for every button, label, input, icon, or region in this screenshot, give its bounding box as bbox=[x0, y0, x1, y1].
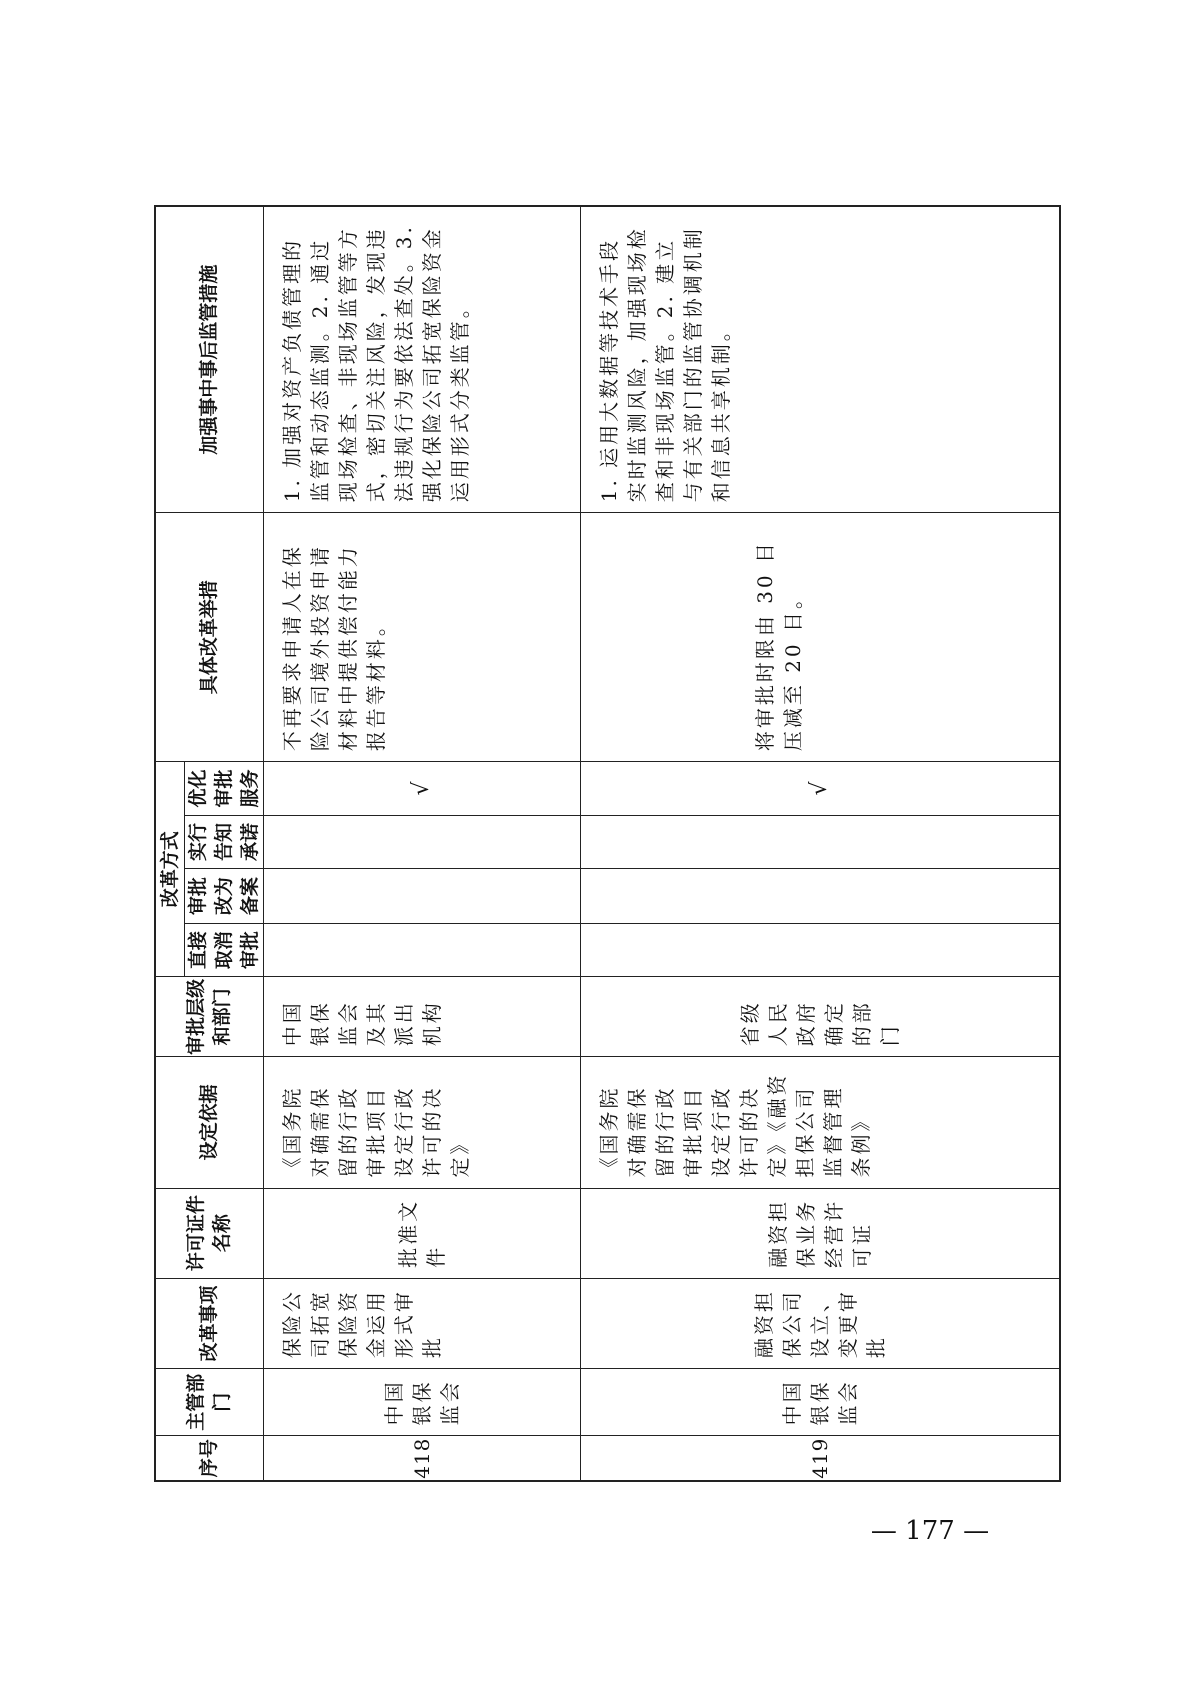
row-measures-text: 不再要求申请人在保险公司境外投资申请材料中提供偿付能力报告等材料。 bbox=[279, 544, 388, 752]
row-supervision-text: 1. 加强对资产负债管理的监管和动态监测。2. 通过现场检查、非现场监管等方式，密切关注风险，发现违法违规行为要依法查处。3. 强化保险公司拓宽保险资金运用形式分类监管。 bbox=[279, 224, 472, 503]
row-dept bbox=[580, 1369, 1060, 1436]
reform-table bbox=[154, 205, 1061, 1482]
header-reform-method: 改革方式 bbox=[155, 762, 184, 977]
row-method-filing bbox=[263, 869, 580, 924]
row-level-text: 省级人民政府确定的部门 bbox=[737, 1000, 902, 1047]
row-seq bbox=[580, 1436, 1060, 1481]
header-supervision: 加强事中事后监管措施 bbox=[155, 206, 263, 513]
row-seq-value: 419 bbox=[807, 1437, 832, 1479]
header-dept: 主管部门 bbox=[155, 1369, 263, 1436]
row-measures bbox=[263, 513, 580, 762]
row-measures bbox=[580, 513, 1060, 762]
row-method-cancel bbox=[580, 923, 1060, 977]
row-item bbox=[580, 1278, 1060, 1368]
header-license: 许可证件名称 bbox=[155, 1188, 263, 1278]
row-supervision-text: 1. 运用大数据等技术手段实时监测风险，加强现场检查和非现场监管。2. 建立与有关部门的监管协调机制和信息共享机制。 bbox=[596, 226, 733, 503]
row-license bbox=[263, 1188, 580, 1278]
row-dept bbox=[263, 1369, 580, 1436]
row-license-text: 融资担保业务经营许可证 bbox=[765, 1198, 874, 1268]
header-seq: 序号 bbox=[155, 1436, 263, 1481]
row-level bbox=[580, 977, 1060, 1057]
row-supervision bbox=[580, 206, 1060, 513]
row-basis-text: 《国务院对确需保留的行政审批项目设定行政许可的决定》 bbox=[279, 1085, 472, 1178]
header-level: 审批层级和部门 bbox=[155, 977, 263, 1057]
row-item-text: 保险公司拓宽保险资金运用形式审批 bbox=[279, 1289, 444, 1359]
header-method-optimize: 优化审批服务 bbox=[184, 762, 263, 816]
row-level bbox=[263, 977, 580, 1057]
row-method-filing bbox=[580, 869, 1060, 924]
header-method-notify: 实行告知承诺 bbox=[184, 815, 263, 869]
table-row bbox=[580, 206, 1060, 1481]
row-seq-value: 418 bbox=[409, 1437, 434, 1479]
row-method-optimize-check: √ bbox=[580, 762, 1060, 816]
row-method-notify bbox=[580, 815, 1060, 869]
row-item bbox=[263, 1278, 580, 1368]
row-basis bbox=[580, 1057, 1060, 1188]
table-row bbox=[263, 206, 580, 1481]
row-item-text: 融资担保公司设立、变更审批 bbox=[751, 1289, 888, 1359]
header-item: 改革事项 bbox=[155, 1278, 263, 1368]
row-method-notify bbox=[263, 815, 580, 869]
row-method-cancel bbox=[263, 923, 580, 977]
row-dept-text: 中国银保监会 bbox=[779, 1379, 860, 1426]
row-license-text: 批准文件 bbox=[395, 1198, 448, 1268]
header-row-1 bbox=[155, 206, 184, 1481]
header-method-filing: 审批改为备案 bbox=[184, 869, 263, 924]
row-dept-text: 中国银保监会 bbox=[381, 1379, 462, 1426]
rotated-table-sheet bbox=[154, 205, 1044, 1482]
row-basis-text: 《国务院对确需保留的行政审批项目设定行政许可的决定》《融资担保公司监督管理条例》 bbox=[596, 1072, 873, 1178]
header-measures: 具体改革举措 bbox=[155, 513, 263, 762]
header-basis: 设定依据 bbox=[155, 1057, 263, 1188]
page-number: — 177 — bbox=[870, 1516, 990, 1546]
row-basis bbox=[263, 1057, 580, 1188]
header-method-cancel: 直接取消审批 bbox=[184, 923, 263, 977]
row-seq bbox=[263, 1436, 580, 1481]
row-supervision bbox=[263, 206, 580, 513]
row-method-optimize-check: √ bbox=[263, 762, 580, 816]
row-license bbox=[580, 1188, 1060, 1278]
table-rotation-frame bbox=[154, 205, 1044, 1482]
row-level-text: 中国银保监会及其派出机构 bbox=[279, 1000, 444, 1047]
row-measures-text: 将审批时限由 30 日压减至 20 日。 bbox=[752, 539, 805, 752]
